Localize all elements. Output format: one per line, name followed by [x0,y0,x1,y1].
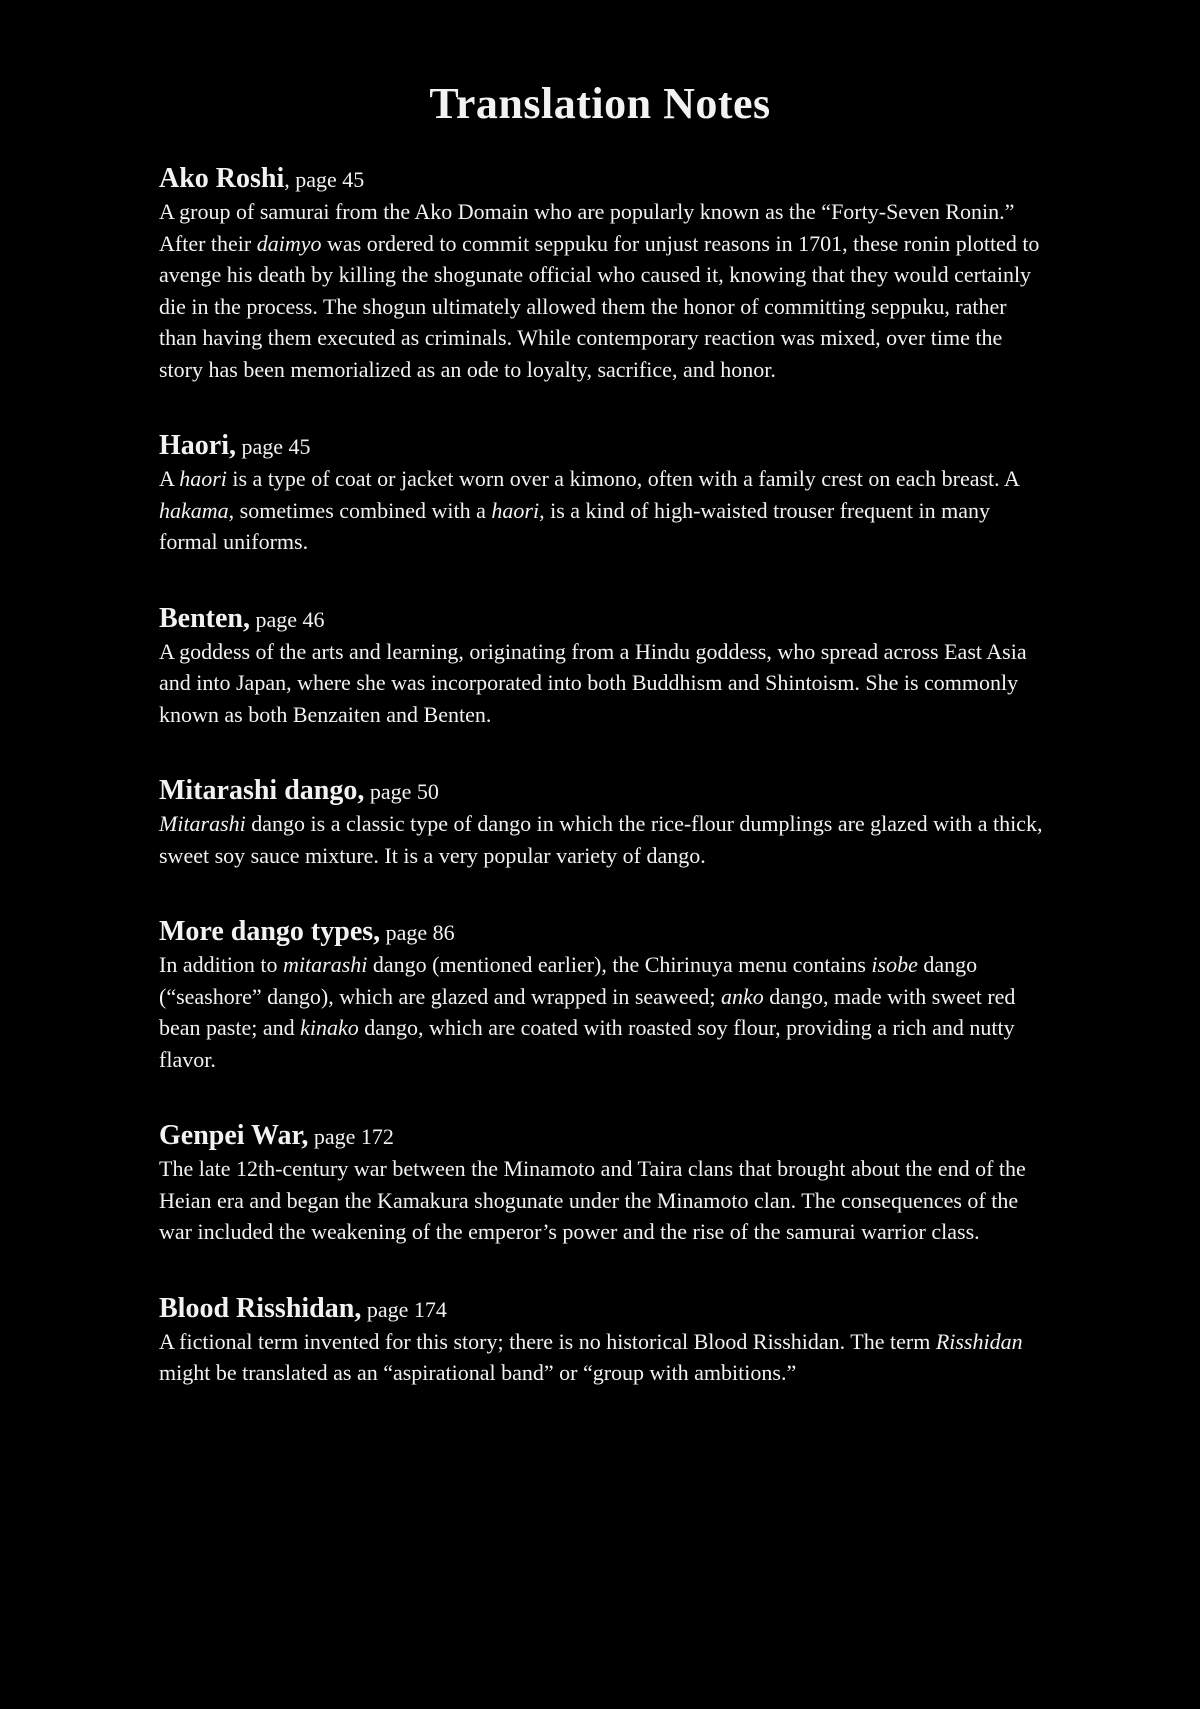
note-heading [159,1119,1049,1153]
note-italic-term: kinako [300,1015,359,1040]
note-text: , is a kind of high-waisted trouser frequent in many formal uniforms. [159,497,990,554]
note-italic-term: haori [179,466,227,491]
note-text: The late 12th-century war between the Minamoto and Taira clans that brought about the end of the Heian era and began the Kamakura shogunate under the Minamoto clan. The consequences of the war included the weakening of the emperor’s power and the rise of the samurai warrior class. [159,1156,1026,1244]
note-page-ref: , page 45 [284,167,365,192]
note-body [159,1326,1049,1389]
note-italic-term: daimyo [256,230,322,256]
note-italic-term: hakama [159,497,229,523]
note-text: dango, made with sweet red bean paste; and [159,983,1016,1040]
note-heading [159,915,1049,949]
note-italic-term: haori [491,497,540,523]
note-page-ref: page 172 [308,1124,394,1149]
note-blood-risshidan [159,1292,1049,1389]
note-page-ref: page 45 [236,434,311,459]
note-page-ref: page 174 [361,1296,447,1322]
note-mitarashi-dango [159,774,1049,871]
translation-notes-list [159,162,1049,1433]
note-text: A [159,466,180,491]
note-text: is a type of coat or jacket worn over a kimono, often with a family crest on each breast. A [226,466,1019,491]
note-body [159,196,1049,385]
note-body [159,1153,1049,1248]
note-heading [159,602,1049,636]
note-italic-term: anko [720,983,764,1009]
note-heading [159,1292,1049,1326]
note-heading [159,774,1049,808]
note-page-ref: page 50 [364,779,439,804]
note-page-ref: page 86 [380,920,455,945]
note-text: A group of samurai from the Ako Domain who are popularly known as the “Forty-Seven Ronin.” After their [159,199,1015,256]
note-ako-roshi [159,162,1049,385]
note-term: Mitarashi dango, [159,775,365,806]
note-heading [159,162,1049,196]
note-term: Genpei War, [159,1120,309,1151]
note-heading [159,429,1049,463]
page-title: Translation Notes [429,79,771,128]
note-text: might be translated as an “aspirational band” or “group with ambitions.” [159,1360,797,1385]
note-term: More dango types, [159,916,381,947]
note-term: Benten, [159,602,250,634]
note-italic-term: mitarashi [283,952,368,977]
note-text: dango, which are coated with roasted soy flour, providing a rich and nutty flavor. [159,1015,1015,1072]
note-body [159,463,1049,558]
note-italic-term: Mitarashi [159,811,246,836]
note-body [159,949,1049,1075]
note-body [159,636,1049,731]
note-text: , sometimes combined with a [228,497,492,523]
note-page-ref: page 46 [250,606,325,632]
note-text: In addition to [159,952,284,977]
note-haori [159,429,1049,558]
note-text: A goddess of the arts and learning, originating from a Hindu goddess, who spread across East Asia and into Japan, where she was incorporated into both Buddhism and Shintoism. She is commonly known as both Benzaiten and Benten. [159,638,1027,727]
note-benten [159,602,1049,731]
note-text: dango (mentioned earlier), the Chirinuya menu contains [367,952,872,977]
note-italic-term: Risshidan [935,1328,1023,1354]
note-term: Haori, [159,430,236,461]
note-more-dango-types [159,915,1049,1075]
note-text: A fictional term invented for this story; there is no historical Blood Risshidan. The term [159,1328,936,1354]
note-text: was ordered to commit seppuku for unjust reasons in 1701, these ronin plotted to avenge his death by killing the shogunate official who caused it, knowing that they would certainly die in the process. The shogun ultimately allowed them the honor of committing seppuku, rather than having them executed as criminals. While contemporary reaction was mixed, over time the story has been memorialized as an ode to loyalty, sacrifice, and honor. [159,230,1040,382]
note-term: Ako Roshi [159,163,285,194]
note-italic-term: isobe [871,952,918,977]
note-text: dango is a classic type of dango in which the rice-flour dumplings are glazed with a thick, sweet soy sauce mixture. It is a very popular variety of dango. [159,811,1043,868]
note-term: Blood Risshidan, [159,1292,362,1324]
note-text: dango (“seashore” dango), which are glazed and wrapped in seaweed; [159,952,978,1009]
note-body [159,808,1049,871]
note-genpei-war [159,1119,1049,1248]
